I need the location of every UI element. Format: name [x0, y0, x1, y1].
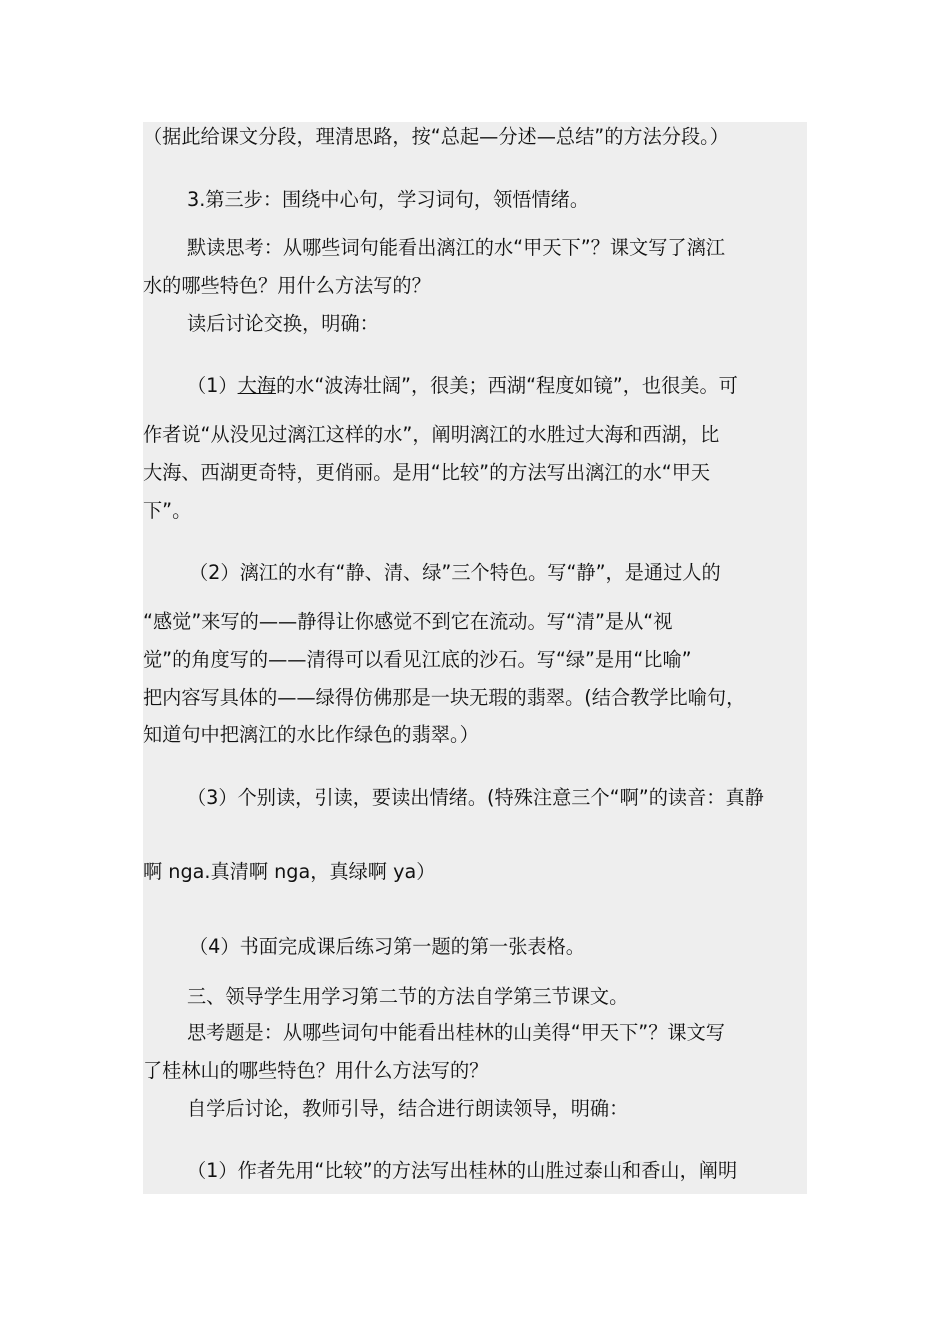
text-line: （2）漓江的水有“静、清、绿”三个特色。写“静”，是通过人的: [189, 561, 721, 584]
text-line: 默读思考：从哪些词句能看出漓江的水“甲天下”？课文写了漓江: [187, 236, 725, 259]
text-run: 的水“波涛壮阔”，很美；西湖“程度如镜”，也很美。可: [275, 374, 738, 397]
text-line: （4）书面完成课后练习第一题的第一张表格。: [189, 935, 585, 958]
text-line: （据此给课文分段，理清思路，按“总起—分述—总结”的方法分段。）: [143, 125, 729, 148]
text-line: 作者说“从没见过漓江这样的水”，阐明漓江的水胜过大海和西湖，比: [143, 423, 720, 446]
text-line: （1）作者先用“比较”的方法写出桂林的山胜过泰山和香山，阐明: [187, 1159, 738, 1182]
item-number: （1）: [187, 374, 238, 397]
text-line: “感觉”来写的——静得让你感觉不到它在流动。写“清”是从“视: [143, 610, 673, 633]
text-line: 水的哪些特色？用什么方法写的？: [143, 274, 431, 297]
text-line: 自学后讨论，教师引导，结合进行朗读领导，明确：: [187, 1097, 629, 1120]
text-line: 啊 nga.真清啊 nga，真绿啊 ya）: [143, 860, 436, 883]
text-line: 了桂林山的哪些特色？用什么方法写的？: [143, 1059, 489, 1082]
text-line: 思考题是：从哪些词句中能看出桂林的山美得“甲天下”？课文写: [187, 1021, 725, 1044]
text-line: 读后讨论交换，明确：: [187, 312, 379, 335]
text-line: 下”。: [143, 499, 192, 522]
text-line: 知道句中把漓江的水比作绿色的翡翠。）: [143, 723, 479, 746]
dahai-link[interactable]: 大海: [237, 374, 276, 397]
text-line: （3）个别读，引读，要读出情绪。(特殊注意三个“啊”的读音：真静: [187, 786, 764, 809]
step-three-heading: 3.第三步：围绕中心句，学习词句，领悟情绪。: [187, 188, 590, 211]
text-line: [143, 373, 807, 399]
text-line: 觉”的角度写的——清得可以看见江底的沙石。写“绿”是用“比喻”: [143, 648, 692, 671]
section-three-heading: 三、领导学生用学习第二节的方法自学第三节课文。: [187, 985, 629, 1008]
text-line: 大海、西湖更奇特，更俏丽。是用“比较”的方法写出漓江的水“甲天: [143, 461, 711, 484]
text-line: 把内容写具体的——绿得仿佛那是一块无瑕的翡翠。(结合教学比喻句，: [143, 686, 746, 709]
